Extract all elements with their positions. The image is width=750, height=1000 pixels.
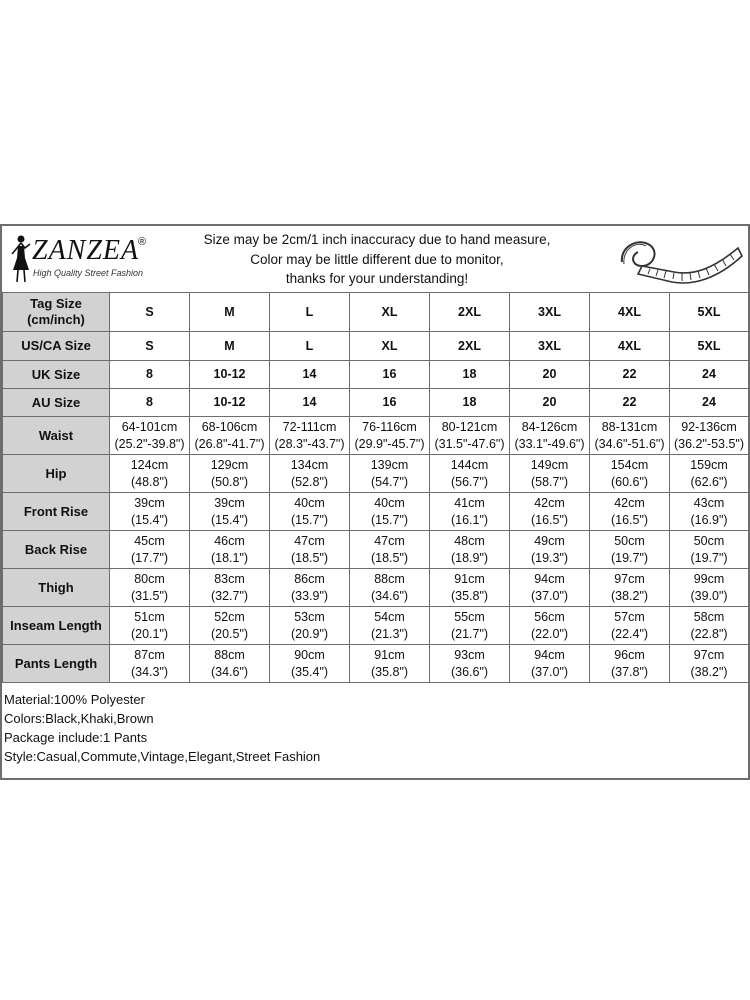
- measurement-cell: [110, 607, 190, 645]
- inch-value: (18.1"): [210, 550, 249, 565]
- cm-value: 57cm: [614, 609, 645, 624]
- inch-value: (19.3"): [530, 550, 569, 565]
- measurement-cell: [110, 493, 190, 531]
- cm-value: 80cm: [134, 571, 165, 586]
- cm-value: 39cm: [214, 495, 245, 510]
- measurement-cell: [430, 493, 510, 531]
- cm-value: 50cm: [614, 533, 645, 548]
- cm-value: 41cm: [454, 495, 485, 510]
- measurement-cell: [110, 569, 190, 607]
- cm-value: 58cm: [693, 609, 725, 624]
- measurement-cell: [430, 417, 510, 455]
- registered-mark: ®: [138, 236, 147, 248]
- inch-value: (31.5"-47.6"): [434, 436, 505, 451]
- cm-value: 52cm: [214, 609, 245, 624]
- inch-value: (38.2"): [610, 588, 649, 603]
- measurement-cell: [270, 569, 350, 607]
- measurement-cell: [350, 455, 430, 493]
- measurement-cell: [190, 455, 270, 493]
- cm-value: 51cm: [134, 609, 165, 624]
- cm-value: 94cm: [534, 647, 565, 662]
- measurement-row: [3, 531, 749, 569]
- cm-value: 43cm: [693, 495, 725, 510]
- cm-value: 144cm: [450, 457, 489, 472]
- inch-value: (15.7"): [370, 512, 409, 527]
- size-cell: XL: [350, 332, 430, 361]
- inch-value: (21.7"): [450, 626, 489, 641]
- size-cell: 4XL: [590, 332, 670, 361]
- inch-value: (18.5"): [370, 550, 409, 565]
- inch-value: (15.7"): [290, 512, 329, 527]
- measurement-cell: [670, 417, 749, 455]
- cm-value: 97cm: [614, 571, 645, 586]
- note-line: Color may be little different due to monitor,: [250, 251, 504, 267]
- inch-value: (34.6"): [370, 588, 409, 603]
- cm-value: 49cm: [534, 533, 565, 548]
- measurement-cell: [270, 531, 350, 569]
- measurement-cell: [510, 531, 590, 569]
- measurement-cell: [510, 569, 590, 607]
- cm-value: 88cm: [214, 647, 245, 662]
- measurement-cell: [270, 455, 350, 493]
- measurement-row: [3, 569, 749, 607]
- inch-value: (16.5"): [530, 512, 569, 527]
- cm-value: 88cm: [374, 571, 405, 586]
- size-cell: 5XL: [670, 293, 749, 332]
- inch-value: (26.8"-41.7"): [194, 436, 265, 451]
- inch-value: (29.9"-45.7"): [354, 436, 425, 451]
- measurement-cell: [270, 607, 350, 645]
- size-cell: 20: [510, 389, 590, 417]
- brand-name: ZANZEA: [32, 235, 140, 266]
- measurement-cell: [670, 645, 749, 683]
- size-cell: L: [270, 293, 350, 332]
- inch-value: (38.2"): [690, 664, 728, 679]
- inch-value: (52.8"): [290, 474, 329, 489]
- inch-value: (16.5"): [610, 512, 649, 527]
- measurement-cell: [190, 645, 270, 683]
- cm-value: 39cm: [134, 495, 165, 510]
- row-header: Hip: [3, 455, 110, 493]
- inch-value: (33.1"-49.6"): [514, 436, 585, 451]
- measurement-cell: [590, 531, 670, 569]
- inch-value: (54.7"): [370, 474, 409, 489]
- cm-value: 76-116cm: [362, 419, 417, 434]
- inch-value: (20.1"): [130, 626, 169, 641]
- inch-value: (56.7"): [450, 474, 489, 489]
- measurement-cell: [510, 455, 590, 493]
- colors-text: Colors:Black,Khaki,Brown: [4, 711, 154, 726]
- measurement-cell: [190, 531, 270, 569]
- measurement-cell: [430, 569, 510, 607]
- cm-value: 124cm: [130, 457, 169, 472]
- cm-value: 83cm: [214, 571, 245, 586]
- inch-value: (16.1"): [450, 512, 489, 527]
- size-cell: 2XL: [430, 332, 510, 361]
- cm-value: 88-131cm: [601, 419, 658, 434]
- inch-value: (18.5"): [290, 550, 329, 565]
- inch-value: (22.8"): [690, 626, 728, 641]
- cm-value: 149cm: [530, 457, 569, 472]
- measurement-cell: [590, 417, 670, 455]
- measurement-cell: [510, 417, 590, 455]
- cm-value: 40cm: [374, 495, 405, 510]
- row-header: AU Size: [3, 389, 110, 417]
- size-table: [2, 292, 749, 683]
- cm-value: 139cm: [370, 457, 409, 472]
- size-rows: [3, 293, 749, 417]
- note-line: Size may be 2cm/1 inch inaccuracy due to hand measure,: [203, 232, 551, 247]
- inch-value: (25.2"-39.8"): [114, 436, 185, 451]
- measurement-cell: [670, 493, 749, 531]
- size-row: [3, 361, 749, 389]
- inch-value: (35.4"): [290, 664, 329, 679]
- size-cell: 18: [430, 389, 510, 417]
- inch-value: (32.7"): [210, 588, 249, 603]
- measurement-cell: [350, 417, 430, 455]
- cm-value: 47cm: [294, 533, 325, 548]
- inch-value: (34.6"-51.6"): [594, 436, 665, 451]
- inch-value: (15.4"): [130, 512, 169, 527]
- cm-value: 47cm: [374, 533, 405, 548]
- material-text: Material:100% Polyester: [4, 692, 145, 707]
- inch-value: (48.8"): [130, 474, 169, 489]
- measurement-cell: [110, 531, 190, 569]
- cm-value: 68-106cm: [201, 419, 258, 434]
- cm-value: 80-121cm: [441, 419, 498, 434]
- inch-value: (33.9"): [290, 588, 329, 603]
- cm-value: 45cm: [134, 533, 165, 548]
- cm-value: 94cm: [534, 571, 565, 586]
- cm-value: 97cm: [693, 647, 725, 662]
- inch-value: (16.9"): [690, 512, 728, 527]
- cm-value: 93cm: [454, 647, 485, 662]
- size-cell: 22: [590, 389, 670, 417]
- cm-value: 54cm: [374, 609, 405, 624]
- cm-value: 99cm: [693, 571, 725, 586]
- cm-value: 50cm: [693, 533, 725, 548]
- size-cell: XL: [350, 293, 430, 332]
- size-cell: 24: [670, 361, 749, 389]
- measurement-cell: [670, 455, 749, 493]
- size-cell: 14: [270, 361, 350, 389]
- cm-value: 56cm: [534, 609, 565, 624]
- measurement-cell: [270, 645, 350, 683]
- row-header: Tag Size (cm/inch): [3, 293, 110, 332]
- cm-value: 96cm: [614, 647, 645, 662]
- cm-value: 46cm: [214, 533, 245, 548]
- inch-value: (20.9"): [290, 626, 329, 641]
- cm-value: 134cm: [290, 457, 329, 472]
- measurement-cell: [350, 531, 430, 569]
- inch-value: (37.8"): [610, 664, 649, 679]
- inch-value: (35.8"): [370, 664, 409, 679]
- inch-value: (34.3"): [130, 664, 169, 679]
- measurement-cell: [430, 531, 510, 569]
- note-line: thanks for your understanding!: [285, 271, 469, 286]
- size-cell: 16: [350, 361, 430, 389]
- size-cell: 14: [270, 389, 350, 417]
- inch-value: (34.6"): [210, 664, 249, 679]
- measurement-cell: [350, 607, 430, 645]
- cm-value: 154cm: [610, 457, 649, 472]
- measurement-cell: [110, 417, 190, 455]
- cm-value: 86cm: [294, 571, 325, 586]
- size-cell: 24: [670, 389, 749, 417]
- inch-value: (37.0"): [530, 588, 569, 603]
- inch-value: (17.7"): [130, 550, 169, 565]
- cm-value: 40cm: [294, 495, 325, 510]
- size-row: [3, 293, 749, 332]
- inch-value: (18.9"): [450, 550, 489, 565]
- row-header: Thigh: [3, 569, 110, 607]
- size-cell: 8: [110, 361, 190, 389]
- size-cell: 3XL: [510, 332, 590, 361]
- measurement-cell: [270, 493, 350, 531]
- measurement-row: [3, 645, 749, 683]
- row-header: US/CA Size: [3, 332, 110, 361]
- measurement-cell: [670, 607, 749, 645]
- brand-logo: [6, 232, 156, 288]
- size-cell: 20: [510, 361, 590, 389]
- size-cell: M: [190, 332, 270, 361]
- measurement-cell: [590, 493, 670, 531]
- inch-value: (39.0"): [690, 588, 728, 603]
- size-cell: 22: [590, 361, 670, 389]
- measurement-cell: [510, 645, 590, 683]
- inch-value: (50.8"): [210, 474, 249, 489]
- measurement-row: [3, 493, 749, 531]
- size-cell: 5XL: [670, 332, 749, 361]
- measure-rows: [3, 417, 749, 683]
- measurement-cell: [190, 607, 270, 645]
- cm-value: 87cm: [134, 647, 165, 662]
- inch-value: (37.0"): [530, 664, 569, 679]
- inch-value: (60.6"): [610, 474, 649, 489]
- size-cell: 16: [350, 389, 430, 417]
- measurement-cell: [590, 645, 670, 683]
- style-text: Style:Casual,Commute,Vintage,Elegant,Street Fashion: [4, 749, 321, 764]
- size-row: [3, 389, 749, 417]
- measurement-cell: [190, 417, 270, 455]
- size-cell: 4XL: [590, 293, 670, 332]
- measurement-cell: [350, 645, 430, 683]
- cm-value: 91cm: [454, 571, 485, 586]
- measurement-cell: [110, 645, 190, 683]
- measurement-cell: [190, 569, 270, 607]
- inch-value: (31.5"): [130, 588, 169, 603]
- size-cell: 10-12: [190, 361, 270, 389]
- measurement-cell: [510, 493, 590, 531]
- row-header: Back Rise: [3, 531, 110, 569]
- inch-value: (58.7"): [530, 474, 569, 489]
- measurement-cell: [270, 417, 350, 455]
- measurement-note: [162, 230, 592, 289]
- size-cell: S: [110, 293, 190, 332]
- inch-value: (22.4"): [610, 626, 649, 641]
- package-text: Package include:1 Pants: [4, 730, 148, 745]
- measurement-cell: [350, 493, 430, 531]
- cm-value: 53cm: [294, 609, 325, 624]
- size-cell: M: [190, 293, 270, 332]
- row-header: UK Size: [3, 361, 110, 389]
- measurement-cell: [590, 455, 670, 493]
- size-cell: S: [110, 332, 190, 361]
- fashion-figure-icon: [8, 234, 34, 284]
- size-cell: 3XL: [510, 293, 590, 332]
- cm-value: 90cm: [294, 647, 325, 662]
- measurement-cell: [510, 607, 590, 645]
- measurement-row: [3, 455, 749, 493]
- chart-header: [2, 226, 748, 293]
- cm-value: 64-101cm: [121, 419, 178, 434]
- inch-value: (21.3"): [370, 626, 409, 641]
- measurement-cell: [430, 455, 510, 493]
- cm-value: 42cm: [614, 495, 645, 510]
- measurement-cell: [350, 569, 430, 607]
- cm-value: 55cm: [454, 609, 485, 624]
- size-row: [3, 332, 749, 361]
- measurement-cell: [430, 607, 510, 645]
- size-chart: [0, 224, 750, 780]
- inch-value: (36.2"-53.5"): [673, 436, 745, 451]
- size-cell: 10-12: [190, 389, 270, 417]
- cm-value: 92-136cm: [681, 419, 737, 434]
- inch-value: (35.8"): [450, 588, 489, 603]
- row-header: Pants Length: [3, 645, 110, 683]
- measurement-cell: [190, 493, 270, 531]
- row-header: Inseam Length: [3, 607, 110, 645]
- product-info: [4, 690, 320, 766]
- row-header: Waist: [3, 417, 110, 455]
- inch-value: (20.5"): [210, 626, 249, 641]
- cm-value: 91cm: [374, 647, 405, 662]
- measurement-cell: [110, 455, 190, 493]
- measurement-cell: [590, 569, 670, 607]
- cm-value: 159cm: [690, 457, 728, 472]
- cm-value: 42cm: [534, 495, 565, 510]
- inch-value: (28.3"-43.7"): [274, 436, 345, 451]
- size-cell: L: [270, 332, 350, 361]
- measurement-row: [3, 417, 749, 455]
- size-cell: 18: [430, 361, 510, 389]
- measurement-row: [3, 607, 749, 645]
- measurement-cell: [670, 531, 749, 569]
- inch-value: (19.7"): [610, 550, 649, 565]
- cm-value: 72-111cm: [282, 419, 337, 434]
- inch-value: (22.0"): [530, 626, 569, 641]
- row-header: Front Rise: [3, 493, 110, 531]
- size-cell: 8: [110, 389, 190, 417]
- inch-value: (15.4"): [210, 512, 249, 527]
- cm-value: 84-126cm: [521, 419, 578, 434]
- measurement-cell: [430, 645, 510, 683]
- measuring-tape-icon: [614, 228, 744, 288]
- brand-tagline: High Quality Street Fashion: [33, 268, 144, 278]
- cm-value: 129cm: [210, 457, 249, 472]
- measurement-cell: [590, 607, 670, 645]
- inch-value: (36.6"): [450, 664, 489, 679]
- size-cell: 2XL: [430, 293, 510, 332]
- inch-value: (62.6"): [690, 474, 728, 489]
- cm-value: 48cm: [454, 533, 485, 548]
- inch-value: (19.7"): [690, 550, 728, 565]
- measurement-cell: [670, 569, 749, 607]
